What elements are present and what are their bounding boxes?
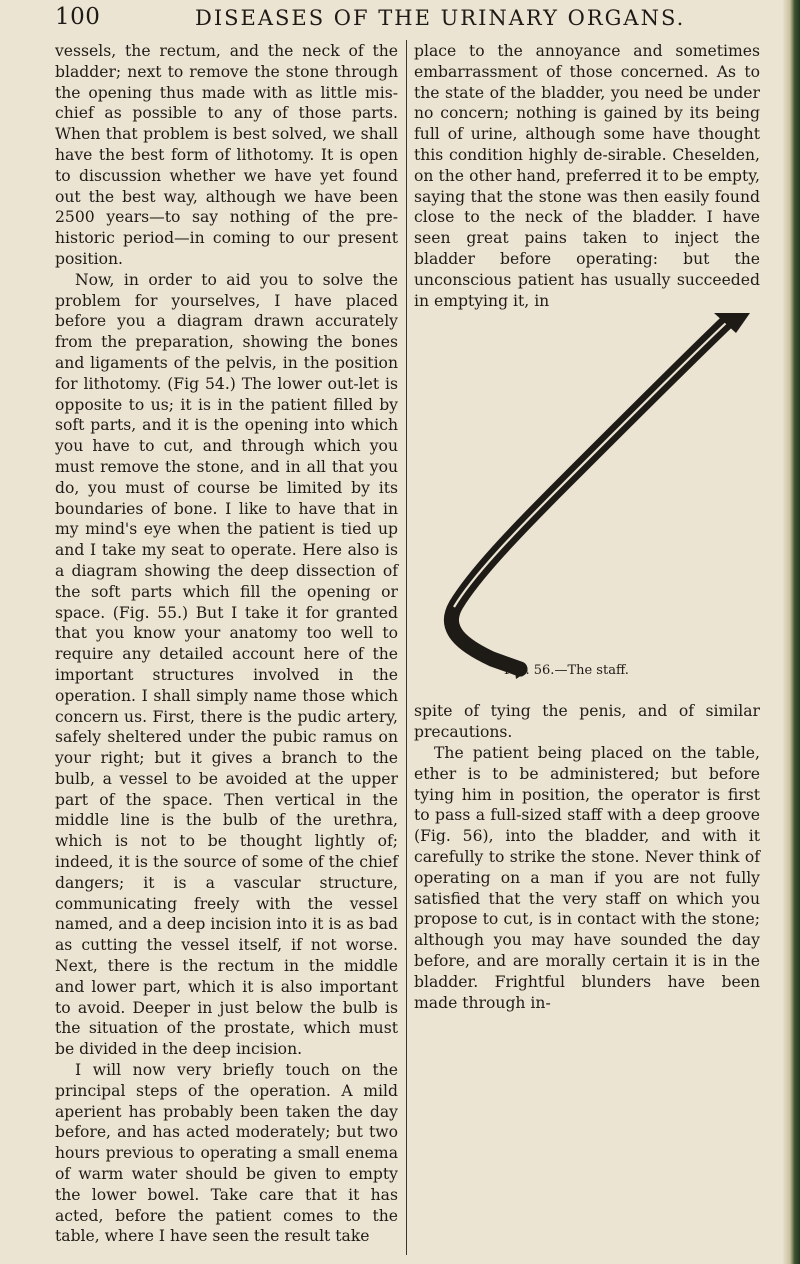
- page-edge: [782, 0, 800, 1264]
- staff-illustration: [414, 313, 760, 697]
- right-paragraph-3: The patient being placed on the table, ether is to be administered; but before tying him in position, the operator is first to pass a full-sized staff with a deep groove (Fig. 56), into the bladder, and with it carefully to strike the stone. Never think of operating on a man if you are not fully satisfied that the very staff on which you propose to cut, is in contact with the stone; although you may have sounded the day before, and are morally certain it is in the bladder. Frightful blunders have been made through in-: [414, 743, 760, 1012]
- page-header: [55, 4, 755, 36]
- page-number: 100: [55, 4, 101, 30]
- column-divider: [406, 40, 407, 1255]
- right-paragraph-2: spite of tying the penis, and of similar precautions.: [414, 702, 760, 742]
- left-column: [55, 41, 398, 1247]
- left-paragraph-1: vessels, the rectum, and the neck of the bladder; next to remove the stone through the opening thus made with as little mis-chief as possible to any of those parts. When that problem is best solved, we shall have the best form of lithotomy. It is open to discussion whether we have yet found out the best way, although we have been 2500 years—to say nothing of the pre-historic period—in coming to our present position.: [55, 42, 398, 268]
- right-column: [414, 41, 760, 1013]
- running-head: DISEASES OF THE URINARY ORGANS.: [195, 6, 686, 30]
- left-paragraph-3: I will now very briefly touch on the principal steps of the operation. A mild aperient has probably been taken the day before, and has acted moderately; but two hours previous to operating a small enema of warm water should be given to empty the lower bowel. Take care that it has acted, before the patient comes to the table, where I have seen the result take: [55, 1061, 398, 1246]
- staff-shaft: [451, 317, 732, 669]
- figure-caption: Fig. 56.—The staff.: [504, 663, 629, 679]
- figure-staff: [414, 313, 760, 697]
- left-paragraph-2: Now, in order to aid you to solve the problem for yourselves, I have placed before you a diagram drawn accurately from the preparation, showing the bones and ligaments of the pelvis, in the position for lithotomy. (Fig 54.) The lower out-let is opposite to us; it is in the patient filled by soft parts, and it is the opening into which you have to cut, and through which you must remove the stone, and in all that you do, you must of course be limited by its boundaries of bone. I like to have that in my mind's eye when the patient is tied up and I take my seat to operate. Here also is a diagram showing the deep dissection of the soft parts which fill the opening or space. (Fig. 55.) But I take it for granted that you know your anatomy too well to require any detailed account here of the important structures involved in the operation. I shall simply name those which concern us. First, there is the pudic artery, safely sheltered under the pubic ramus on your right; but it gives a branch to the bulb, a vessel to be avoided at the upper part of the space. Then vertical in the middle line is the bulb of the urethra, which is not to be thought lightly of; indeed, it is the source of some of the chief dangers; it is a vascular structure, communicating freely with the vessel named, and a deep incision into it is as bad as cutting the vessel itself, if not worse. Next, there is the rectum in the middle and lower part, which it is also important to avoid. Deeper in just below the bulb is the situation of the prostate, which must be divided in the deep incision.: [55, 270, 398, 1059]
- right-paragraph-1: place to the annoyance and sometimes embarrassment of those concerned. As to the state of the bladder, you need be under no concern; nothing is gained by its being full of urine, although some have thought this condition highly de-sirable. Cheselden, on the other hand, preferred it to be empty, saying that the stone was then easily found close to the neck of the bladder. I have seen great pains taken to inject the bladder before operating: but the unconscious patient has usually succeeded in emptying it, in: [414, 42, 760, 310]
